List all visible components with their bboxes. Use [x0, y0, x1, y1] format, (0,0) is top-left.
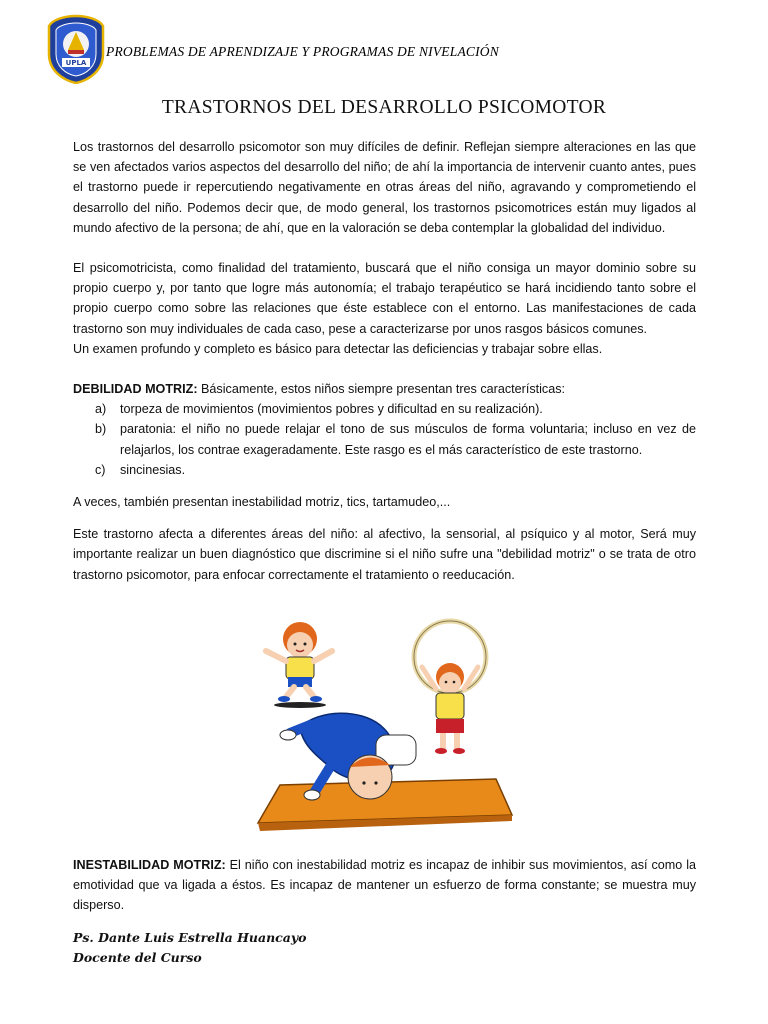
list-marker: a): [95, 402, 107, 417]
list-item-text: torpeza de movimientos (movimientos pobres y dificultad en su realización).: [120, 402, 543, 417]
paragraph-a-veces: A veces, también presentan inestabilidad motriz, tics, tartamudeo,...: [73, 495, 451, 510]
paragraph-examen: Un examen profundo y completo es básico para detectar las deficiencias y trabajar sobre ellas.: [73, 341, 603, 356]
document-body: [73, 137, 696, 585]
signature-block: [73, 928, 306, 968]
debilidad-motriz-heading: DEBILIDAD MOTRIZ:: [73, 382, 198, 397]
inestabilidad-motriz-heading: INESTABILIDAD MOTRIZ:: [73, 858, 226, 872]
list-item: [73, 399, 696, 419]
inestabilidad-paragraph: [73, 855, 696, 916]
children-exercise-illustration: [250, 617, 530, 847]
svg-text:UPLA: UPLA: [65, 59, 87, 67]
debilidad-motriz-intro: [73, 379, 696, 399]
paragraph-diagnostico: Este trastorno afecta a diferentes áreas del niño: al afectivo, la sensorial, al psíquico y al motor, Será muy importante realizar un buen diagnóstico que discrimine si el niño sufre una "debilidad motriz" o se trata de otro trastorno psicomotor, para enfocar correctamente el tratamiento o reeducación.: [73, 527, 696, 582]
paragraph-psicomotricista: El psicomotricista, como finalidad del tratamiento, buscará que el niño consiga un mayor dominio sobre su propio cuerpo y, por tanto que logre más autonomía; el trabajo terapéutico se hará incidiendo tanto sobre el propio cuerpo como sobre las relaciones que éste establece con el entorno. Las manifestaciones de cada trastorno son muy individuales de cada caso, pese a caracterizarse por unos rasgos básicos comunes.: [73, 261, 696, 336]
document-title: TRASTORNOS DEL DESARROLLO PSICOMOTOR: [161, 97, 607, 118]
hoop-child-figure: [414, 621, 486, 754]
list-item-text: sincinesias.: [120, 462, 186, 477]
inestabilidad-motriz-text: El niño con inestabilidad motriz es incapaz de inhibir sus movimientos, así como la emotividad que va ligada a éstos. Es incapaz de mantener un esfuerzo de forma constante; se muestra muy disperso.: [73, 858, 696, 913]
inestabilidad-section: [73, 855, 696, 916]
list-item: [73, 419, 696, 459]
signature-name: Ps. Dante Luis Estrella Huancayo: [73, 930, 307, 945]
header-title: PROBLEMAS DE APRENDIZAJE Y PROGRAMAS DE NIVELACIÓN: [106, 44, 499, 59]
debilidad-motriz-text: Básicamente, estos niños siempre presentan tres características:: [197, 382, 566, 397]
list-item: [73, 460, 696, 480]
list-item-text: paratonia: el niño no puede relajar el tono de sus músculos de forma voluntaria; incluso en vez de relajarlos, los contrae exageradamente. Este rasgo es el más característico de este trastorno.: [120, 422, 696, 457]
list-marker: b): [95, 422, 107, 437]
signature-role: Docente del Curso: [73, 950, 202, 965]
jumping-child-figure: [266, 622, 332, 708]
paragraph-intro: Los trastornos del desarrollo psicomotor son muy difíciles de definir. Reflejan siempre alteraciones en las que se ven afectados varios aspectos del desarrollo del niño; de ahí la importancia de intervenir cuanto antes, pues el trastorno puede ir repercutiendo negativamente en otras áreas del niño, agravando y comprometiendo el desarrollo del niño. Podemos decir que, de modo general, los trastornos psicomotrices están muy ligados al mundo afectivo de la persona; de ahí, que en la valoración se deba contemplar la globalidad del individuo.: [73, 140, 696, 235]
characteristics-list: [73, 399, 696, 480]
list-marker: c): [95, 462, 106, 477]
university-logo: [46, 14, 106, 84]
